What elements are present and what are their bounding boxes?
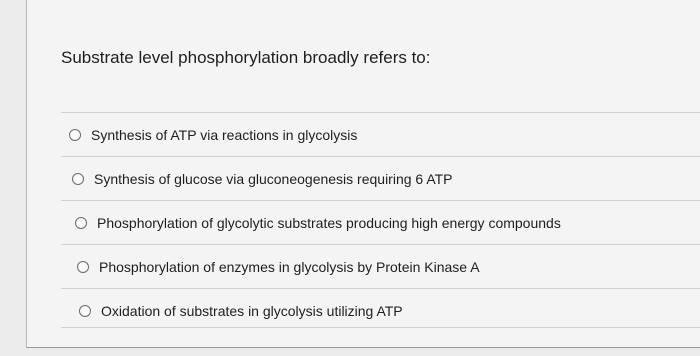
answer-option-1[interactable] bbox=[61, 112, 700, 156]
answer-option-3[interactable] bbox=[61, 200, 700, 244]
radio-button-icon[interactable] bbox=[75, 217, 87, 229]
answer-option-5[interactable] bbox=[61, 288, 700, 332]
answer-option-4[interactable] bbox=[61, 244, 700, 288]
radio-button-icon[interactable] bbox=[77, 261, 89, 273]
answer-option-label: Phosphorylation of glycolytic substrates producing high energy compounds bbox=[97, 214, 561, 231]
options-divider bbox=[61, 327, 700, 328]
answer-option-label: Synthesis of glucose via gluconeogenesis requiring 6 ATP bbox=[94, 170, 453, 187]
question-card bbox=[26, 0, 700, 348]
answer-option-label: Synthesis of ATP via reactions in glycolysis bbox=[91, 126, 358, 143]
answer-option-label: Phosphorylation of enzymes in glycolysis by Protein Kinase A bbox=[99, 258, 480, 275]
radio-button-icon[interactable] bbox=[72, 173, 84, 185]
answer-option-2[interactable] bbox=[61, 156, 700, 200]
radio-button-icon[interactable] bbox=[79, 305, 91, 317]
question-text: Substrate level phosphorylation broadly refers to: bbox=[61, 48, 431, 67]
answer-options bbox=[61, 112, 700, 332]
radio-button-icon[interactable] bbox=[69, 129, 81, 141]
answer-option-label: Oxidation of substrates in glycolysis utilizing ATP bbox=[101, 302, 403, 319]
